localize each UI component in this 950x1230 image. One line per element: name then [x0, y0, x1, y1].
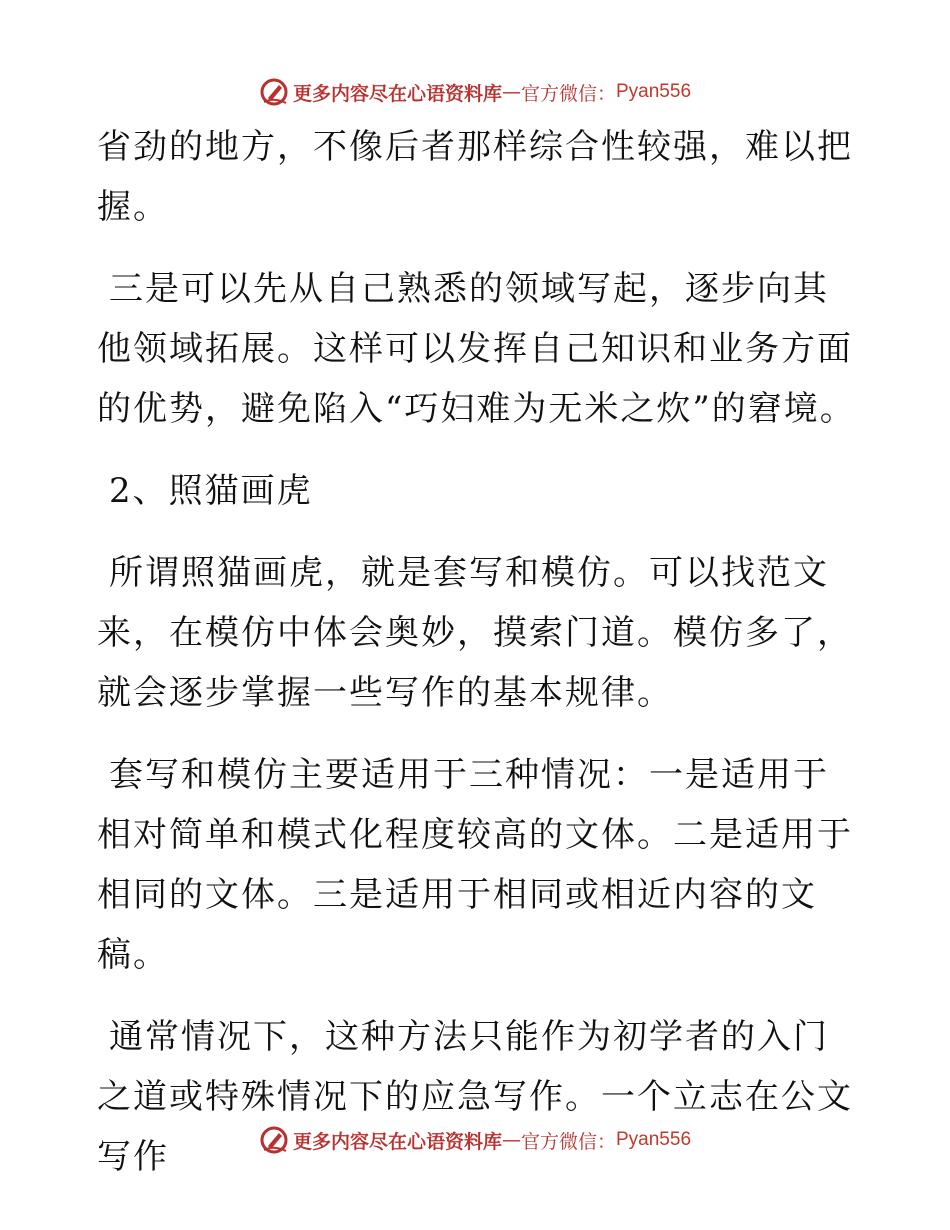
- footer-brand-text: 更多内容尽在心语资料库: [292, 1130, 502, 1153]
- header-separator: —: [501, 81, 521, 103]
- header-watermark: [0, 72, 950, 112]
- paragraph: 套写和模仿主要适用于三种情况：一是适用于相对简单和模式化程度较高的文体。二是适用于相同的文体。三是适用于相同或相近内容的文稿。: [97, 755, 853, 975]
- pen-logo-icon: [259, 1125, 289, 1155]
- paragraph: 三是可以先从自己熟悉的领域写起，逐步向其他领域拓展。这样可以发挥自己知识和业务方面的优势，避免陷入“巧妇难为无米之炊”的窘境。: [97, 269, 856, 429]
- section-heading: 2、照猫画虎: [109, 471, 313, 511]
- footer-watermark: [0, 1120, 950, 1160]
- pen-logo-icon: [259, 77, 289, 107]
- paragraph: 所谓照猫画虎，就是套写和模仿。可以找范文来，在模仿中体会奥妙，摸索门道。模仿多了，就会逐步掌握一些写作的基本规律。: [97, 553, 853, 713]
- footer-wechat-label: 官方微信：: [520, 1130, 616, 1153]
- header-wechat-label: 官方微信：: [520, 82, 616, 105]
- footer-separator: —: [501, 1129, 521, 1151]
- paragraph: 通常情况下，这种方法只能作为初学者的入门之道或特殊情况下的应急写作。一个立志在公文写作: [97, 1017, 853, 1177]
- document-body: [97, 117, 857, 1209]
- footer-wechat-id: Pyan556: [616, 1129, 692, 1150]
- header-brand-text: 更多内容尽在心语资料库: [292, 82, 502, 105]
- paragraph: 省劲的地方，不像后者那样综合性较强，难以把握。: [97, 127, 853, 227]
- header-wechat-id: Pyan556: [616, 81, 692, 102]
